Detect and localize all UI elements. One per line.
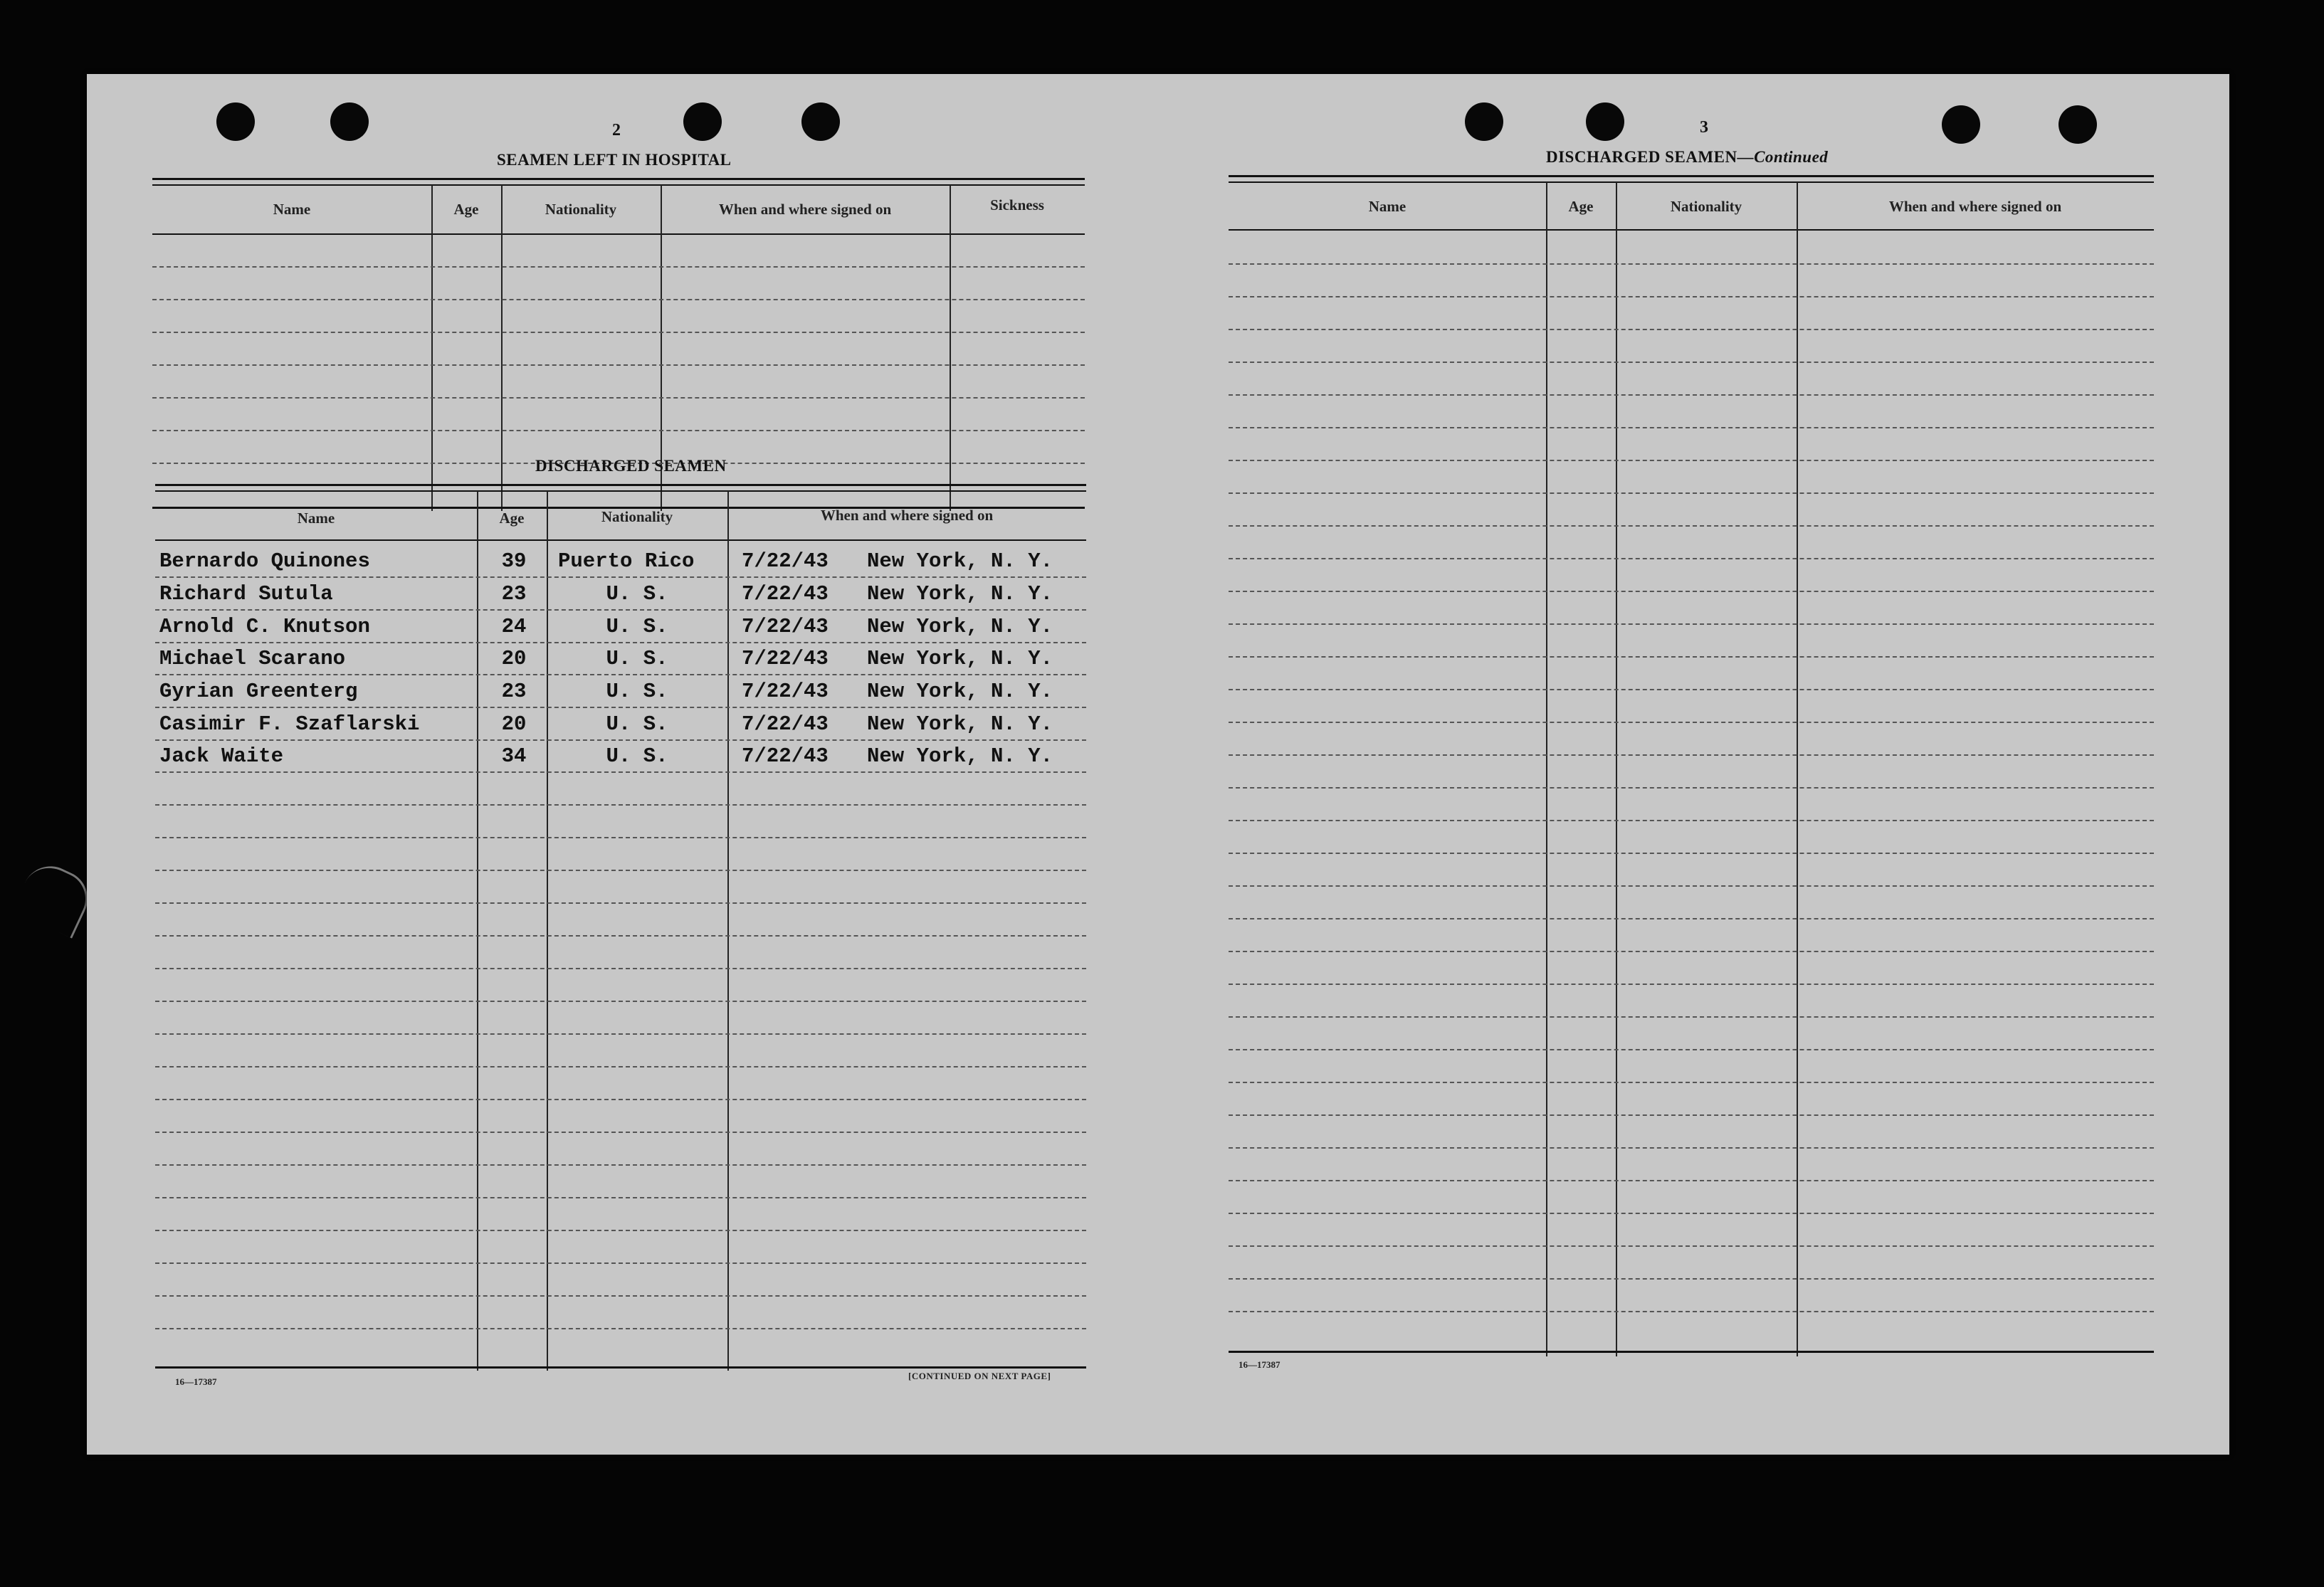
form-number-right: 16—17387 <box>1239 1359 1281 1370</box>
seaman-nationality: U. S. <box>606 712 668 736</box>
punch-hole <box>216 102 255 141</box>
punch-hole <box>1465 102 1503 141</box>
signed-on-date: 7/22/43 <box>742 680 829 703</box>
seaman-name: Jack Waite <box>159 744 284 768</box>
seaman-nationality: U. S. <box>606 582 668 606</box>
seaman-age: 39 <box>501 549 527 573</box>
signed-on-date: 7/22/43 <box>742 582 829 606</box>
signed-on-place: New York, N. Y. <box>867 582 1053 606</box>
punch-hole <box>801 102 840 141</box>
seaman-name: Arnold C. Knutson <box>159 615 370 638</box>
hospital-col-signed-on: When and where signed on <box>718 201 892 218</box>
discharged-col-nationality: Nationality <box>601 508 673 525</box>
signed-on-place: New York, N. Y. <box>867 744 1053 768</box>
seaman-name: Casimir F. Szaflarski <box>159 712 420 736</box>
page-number-left: 2 <box>612 121 621 139</box>
seaman-age: 23 <box>501 582 527 606</box>
continued-col-nationality: Nationality <box>1670 198 1742 215</box>
signed-on-date: 7/22/43 <box>742 549 829 573</box>
discharged-table <box>155 484 1086 1374</box>
film-edge-mark <box>12 857 97 939</box>
signed-on-date: 7/22/43 <box>742 615 829 638</box>
seaman-nationality: Puerto Rico <box>558 549 695 573</box>
hospital-col-age: Age <box>453 201 479 218</box>
seaman-name: Gyrian Greenterg <box>159 680 358 703</box>
punch-hole <box>683 102 722 141</box>
seaman-age: 23 <box>501 680 527 703</box>
hospital-col-sickness: Sickness <box>990 196 1044 213</box>
seaman-nationality: U. S. <box>606 680 668 703</box>
punch-hole <box>1942 105 1980 144</box>
discharged-col-signed-on: When and where signed on <box>820 507 994 524</box>
discharged-continued-title <box>1546 148 1828 167</box>
discharged-continued-suffix: —Continued <box>1737 148 1829 166</box>
seaman-age: 24 <box>501 615 527 638</box>
punch-hole <box>2059 105 2097 144</box>
continued-note: [CONTINUED ON NEXT PAGE] <box>908 1371 1051 1381</box>
document-sheet <box>87 74 2229 1455</box>
seaman-age: 20 <box>501 647 527 670</box>
seaman-nationality: U. S. <box>606 615 668 638</box>
punch-hole <box>330 102 369 141</box>
discharged-continued-table <box>1229 175 2154 1356</box>
discharged-section-title: DISCHARGED SEAMEN <box>535 457 727 475</box>
hospital-section-title: SEAMEN LEFT IN HOSPITAL <box>497 151 732 169</box>
seaman-name: Richard Sutula <box>159 582 333 606</box>
signed-on-place: New York, N. Y. <box>867 712 1053 736</box>
continued-col-age: Age <box>1568 198 1594 215</box>
seaman-age: 20 <box>501 712 527 736</box>
continued-col-name: Name <box>1368 198 1407 215</box>
signed-on-date: 7/22/43 <box>742 744 829 768</box>
seaman-name: Bernardo Quinones <box>159 549 370 573</box>
seaman-name: Michael Scarano <box>159 647 346 670</box>
continued-col-signed-on: When and where signed on <box>1888 198 2062 215</box>
signed-on-date: 7/22/43 <box>742 712 829 736</box>
signed-on-place: New York, N. Y. <box>867 615 1053 638</box>
seaman-age: 34 <box>501 744 527 768</box>
form-number-left: 16—17387 <box>175 1376 217 1387</box>
hospital-col-name: Name <box>273 201 311 218</box>
page-number-right: 3 <box>1700 118 1708 137</box>
hospital-col-nationality: Nationality <box>545 201 617 218</box>
signed-on-place: New York, N. Y. <box>867 680 1053 703</box>
discharged-col-age: Age <box>499 510 525 527</box>
discharged-continued-title-main: DISCHARGED SEAMEN <box>1546 148 1737 166</box>
seaman-nationality: U. S. <box>606 744 668 768</box>
signed-on-date: 7/22/43 <box>742 647 829 670</box>
discharged-col-name: Name <box>297 510 335 527</box>
seaman-nationality: U. S. <box>606 647 668 670</box>
signed-on-place: New York, N. Y. <box>867 549 1053 573</box>
punch-hole <box>1586 102 1624 141</box>
signed-on-place: New York, N. Y. <box>867 647 1053 670</box>
